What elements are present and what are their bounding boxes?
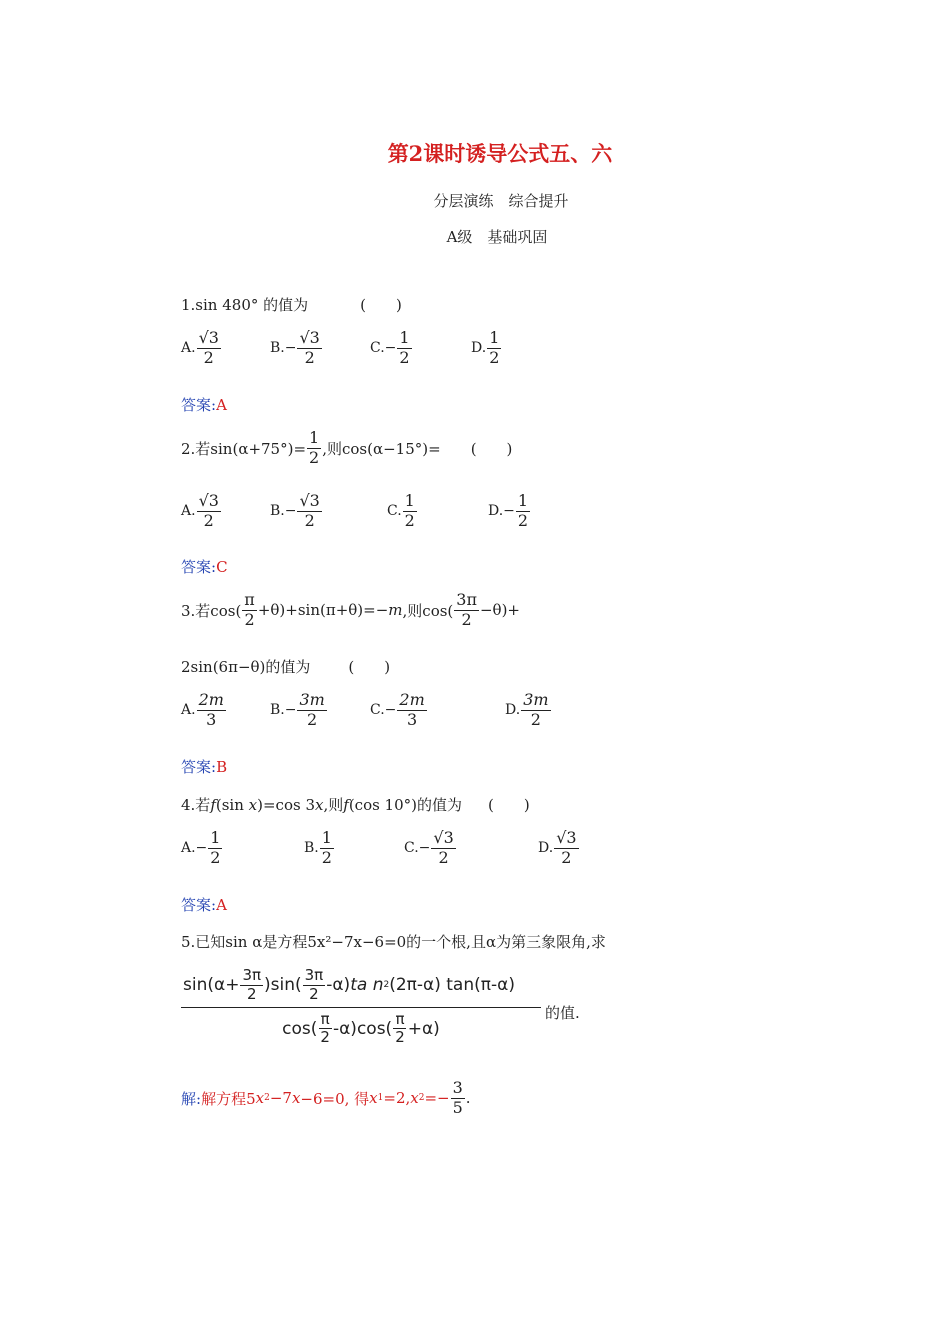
q4-option-a: A.− $\frac{1}{2}$ <box>181 828 221 867</box>
q4-answer: 答案:A <box>181 896 227 914</box>
q2-answer: 答案:C <box>181 558 228 576</box>
question-3-stem: 3.若cos( $\frac{\pi}{2}$ +θ)+sin(π+θ)=− m ,则cos( $\frac{3\pi}{2}$ −θ)+ <box>181 590 521 629</box>
level-heading: A级 基础巩固 <box>446 228 548 246</box>
q5-expression <box>181 968 541 1046</box>
page-title: 第2课时诱导公式五、六 <box>387 141 613 166</box>
q2-option-b: B.− $\frac{√3}{2}$ <box>270 491 320 530</box>
q5-solution: 解: 解方程5 x 2 −7 x −6=0, 得 x 1 =2, x 2 =− $\frac{3}{5}$ . <box>181 1078 471 1117</box>
q5-suffix: 的值. <box>545 1004 580 1022</box>
question-4-stem: 4.若f(sin x)=cos 3x,则f(cos 10°)的值为 ( ) <box>181 796 530 814</box>
q1-option-c: C.− $\frac{1}{2}$ <box>370 328 410 367</box>
q1-option-d: D. $\frac{1}{2}$ <box>471 328 500 367</box>
question-5-stem: 5.已知sin α是方程5x²−7x−6=0的一个根,且α为第三象限角,求 <box>181 933 606 951</box>
q3-option-b: B.− $\frac{3m}{2}$ <box>270 690 325 729</box>
q3-option-d: D. $\frac{3m}{2}$ <box>505 690 549 729</box>
q2-option-c: C. $\frac{1}{2}$ <box>387 491 415 530</box>
question-2-stem: 2.若sin(α+75°)= $\frac{1}{2}$ ,则cos(α−15°)= ( ) <box>181 428 513 467</box>
question-1-stem: 1.sin 480° 的值为 ( ) <box>181 296 402 314</box>
q4-option-b: B. $\frac{1}{2}$ <box>304 828 332 867</box>
q2-option-a: A. $\frac{√3}{2}$ <box>181 491 219 530</box>
q4-option-c: C.− $\frac{√3}{2}$ <box>404 828 454 867</box>
q1-answer: 答案:A <box>181 396 227 414</box>
question-3-line2: 2sin(6π−θ)的值为 ( ) <box>181 658 391 676</box>
q5-denominator: cos( $\frac{\pi}{2}$ -α)cos( $\frac{\pi}{2}$ +α) <box>282 1009 440 1047</box>
q3-option-c: C.− $\frac{2m}{3}$ <box>370 690 425 729</box>
q5-numerator: sin(α+ $\frac{3\pi}{2}$ )sin( $\frac{3\pi}{2}$ -α) ta n 2 (2π-α) tan(π-α) <box>181 968 541 1008</box>
q1-option-a: A. $\frac{√3}{2}$ <box>181 328 219 367</box>
q2-option-d: D.− $\frac{1}{2}$ <box>488 491 529 530</box>
q3-answer: 答案:B <box>181 758 228 776</box>
q1-option-b: B.− $\frac{√3}{2}$ <box>270 328 320 367</box>
section-subtitle: 分层演练 综合提升 <box>433 192 569 210</box>
q4-option-d: D. $\frac{√3}{2}$ <box>538 828 577 867</box>
q3-option-a: A. $\frac{2m}{3}$ <box>181 690 224 729</box>
